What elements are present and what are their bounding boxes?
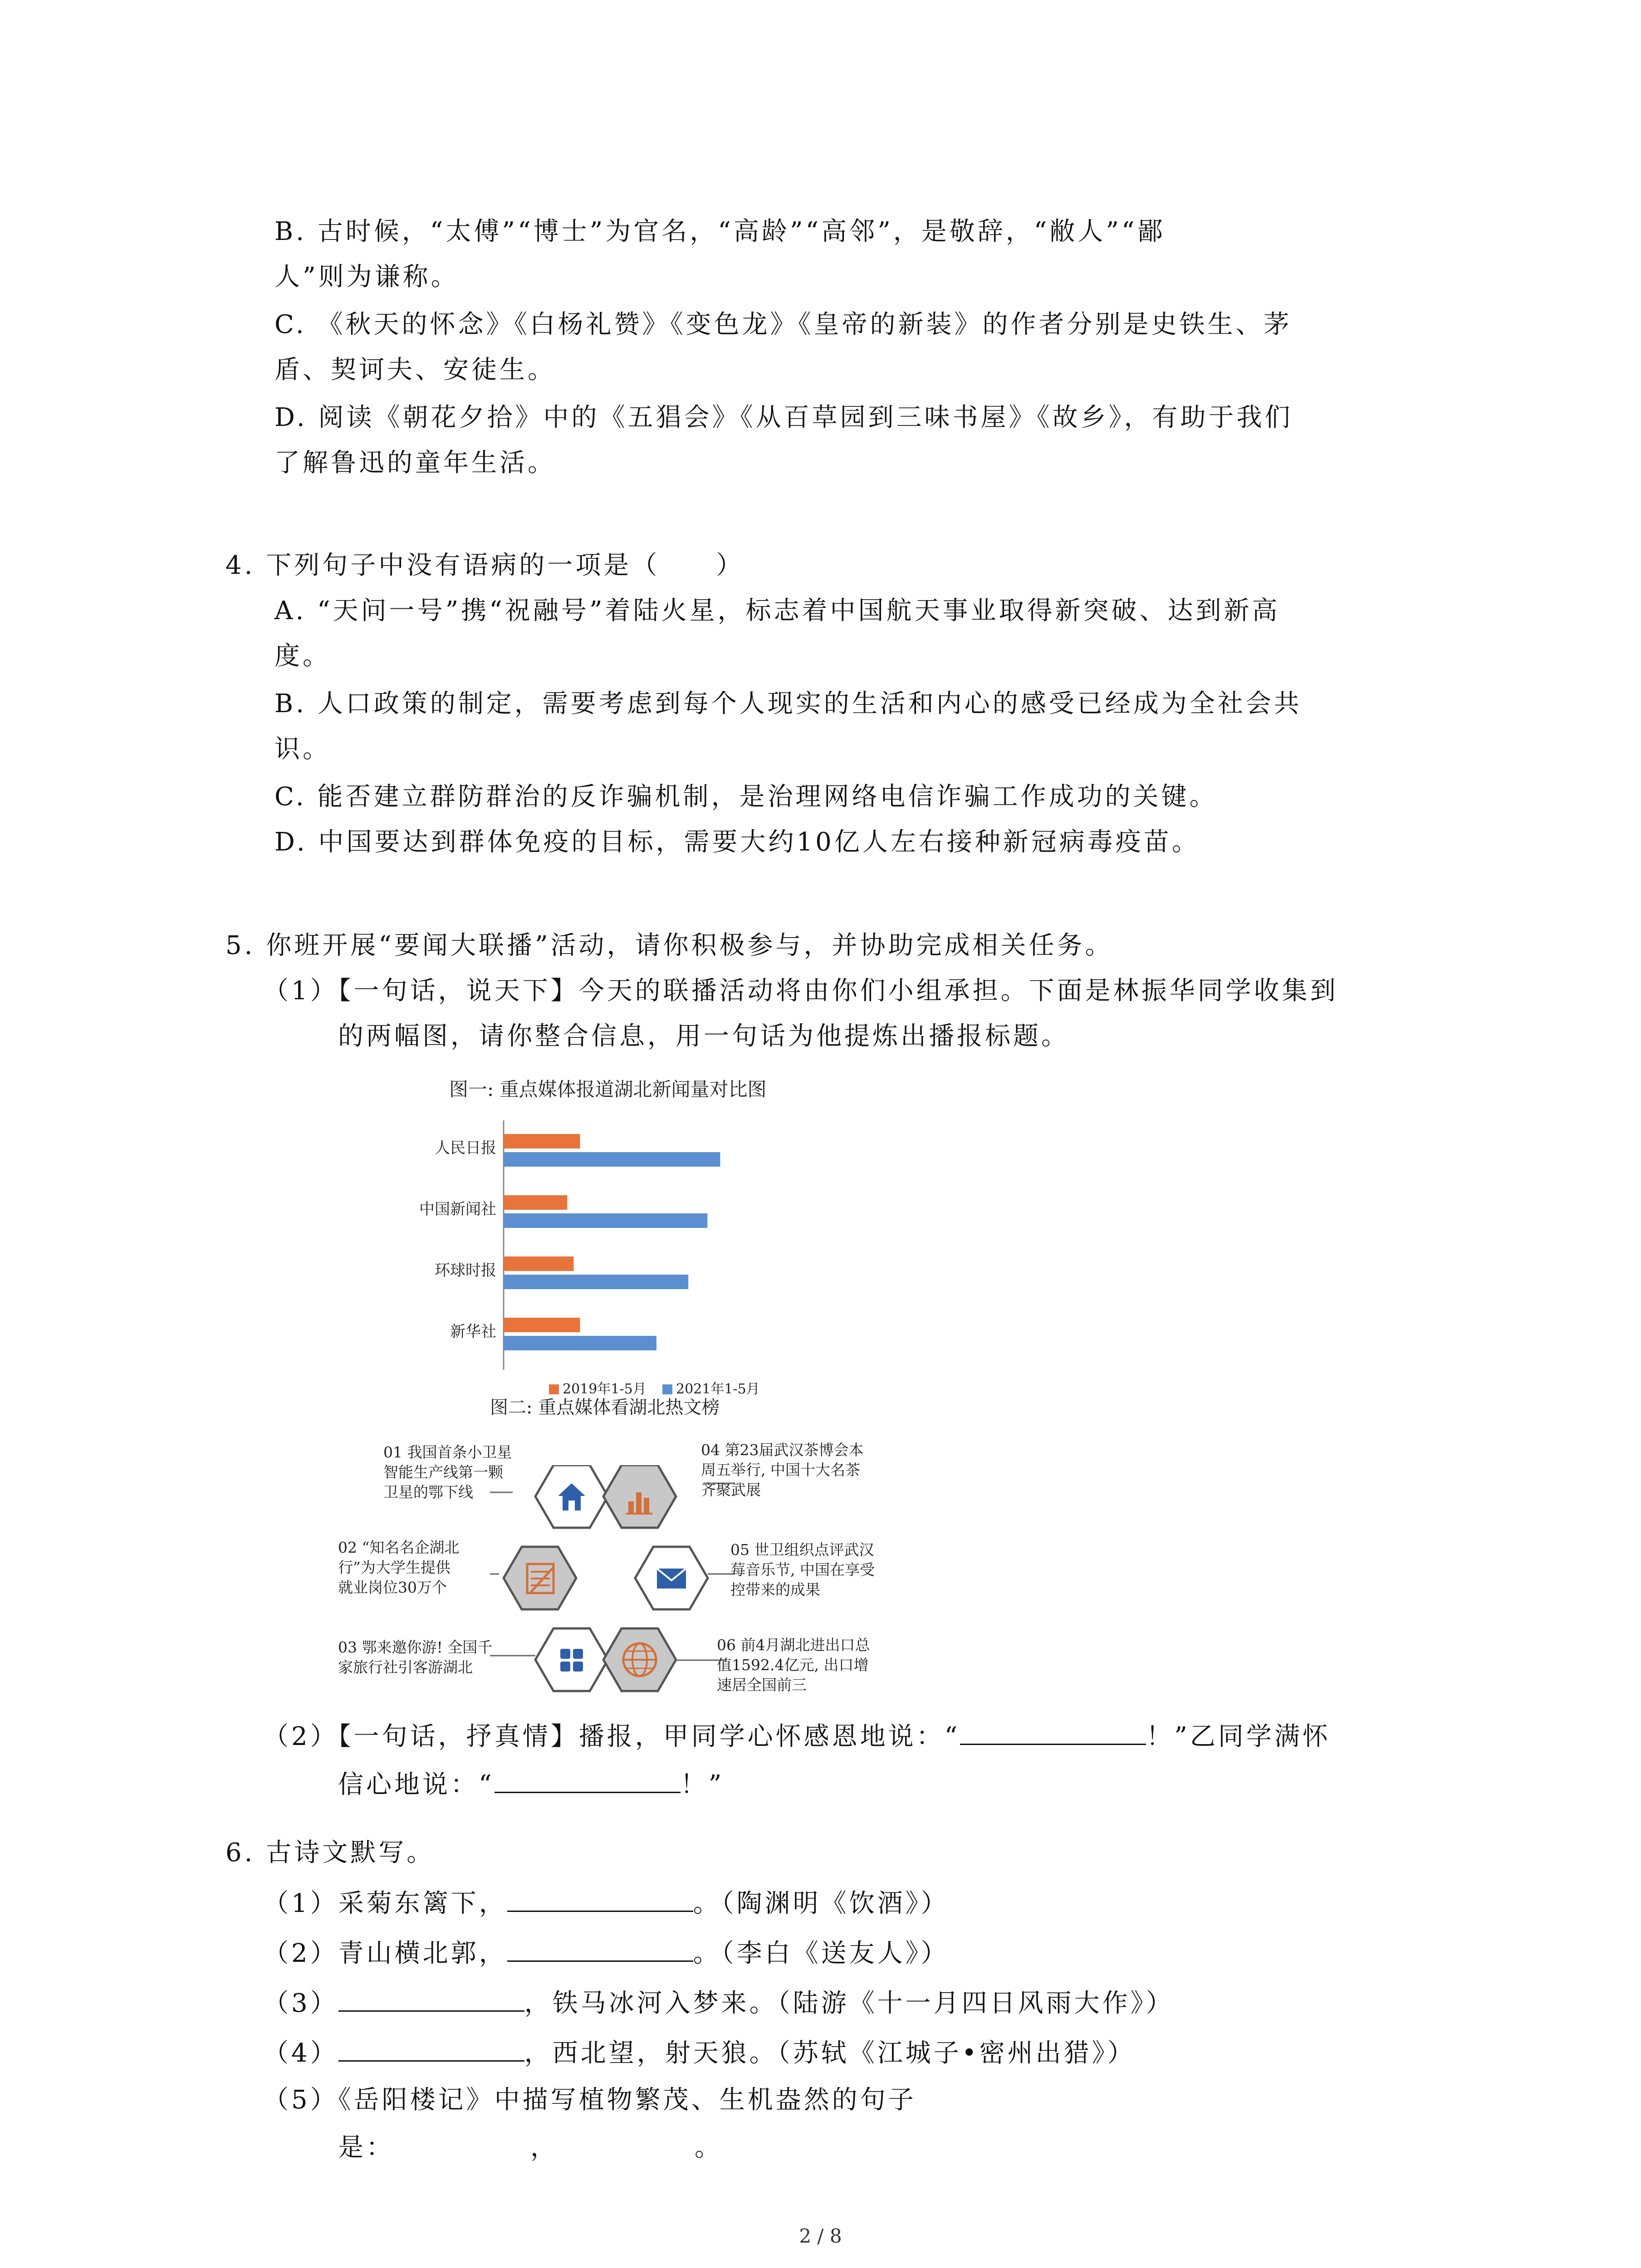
q5-part2-text-b: ！”乙同学满怀 [1146,1722,1331,1751]
q6-line2-source: 。（李白《送友人》） [693,1939,949,1968]
bar-2019 [504,1318,580,1332]
q3-option-d-line1: D. 阅读《朝花夕拾》中的《五猖会》《从百草园到三味书屋》《故乡》，有助于我们 [274,403,1293,432]
page-number: 2 / 8 [799,2225,842,2247]
q6-line6 [338,2132,723,2164]
hot-article-04: 04 第23届武汉茶博会本 周五举行, 中国十大名茶 齐聚武展 [701,1441,864,1499]
category-label: 环球时报 [435,1261,496,1280]
q6-blank-5[interactable] [394,2132,530,2156]
q6-line1-text: （1）采菊东篱下， [263,1889,507,1918]
q3-option-b-line2: 人”则为谦称。 [274,262,459,292]
legend-swatch [549,1384,559,1394]
q6-blank-4[interactable] [338,2037,524,2062]
q4-option-b-line2: 识。 [274,734,331,764]
bar-2021 [504,1336,656,1350]
q6-line6-period: 。 [695,2133,723,2162]
q6-line4 [263,2037,1136,2069]
q6-line1 [263,1887,949,1920]
bar-2019 [504,1134,580,1149]
q5-part2-line2 [338,1768,724,1801]
hot-article-05: 05 世卫组织点评武汉 莓音乐节, 中国在享受 控带来的成果 [730,1541,875,1598]
bar-2021 [504,1275,688,1289]
hex-item-05 [635,1547,708,1609]
q6-line3-num: （3） [263,1989,338,2018]
q6-blank-2[interactable] [507,1937,693,1962]
q5-part2-text-c: 信心地说：“ [338,1770,495,1799]
q5-answer-blank-2[interactable] [495,1768,681,1793]
q4-option-b-line1: B. 人口政策的制定，需要考虑到每个人现实的生活和内心的感受已经成为全社会共 [274,689,1302,719]
hex-item-06 [603,1628,676,1691]
hot-article-01: 01 我国首条小卫星 智能生产线第一颗 卫星的鄂下线 [383,1443,512,1501]
media-report-bar-chart [399,1075,853,1402]
q6-line6-label: 是： [338,2133,394,2162]
hot-article-02: 02 “知名名企湖北 行”为大学生提供 就业岗位30万个 [338,1539,460,1596]
legend-label: 2021年1-5月 [676,1381,760,1397]
q6-blank-3[interactable] [338,1987,524,2012]
q6-line1-source: 。（陶渊明《饮酒》） [693,1889,949,1918]
q6-line4-num: （4） [263,2038,338,2068]
category-label: 中国新闻社 [419,1200,496,1218]
q6-line2-text: （2）青山横北郭， [263,1939,507,1968]
q5-part1-line2: 的两幅图，请你整合信息，用一句话为他提炼出播报标题。 [338,1022,1069,1051]
q5-stem: 5. 你班开展“要闻大联播”活动，请你积极参与，并协助完成相关任务。 [225,931,1113,960]
q4-stem: 4. 下列句子中没有语病的一项是（ ） [225,551,745,580]
q6-blank-1[interactable] [507,1887,693,1912]
q5-part2-text-d: ！” [680,1770,725,1799]
bar-2021 [504,1152,720,1167]
hex-item-04 [603,1465,676,1528]
q4-option-a-line2: 度。 [274,641,331,671]
q6-line3-text: ，铁马冰河入梦来。（陆游《十一月四日风雨大作》） [524,1989,1174,2018]
q6-line2 [263,1937,949,1970]
bar-2019 [504,1256,573,1271]
q5-part2-text-a: （2）【一句话，抒真情】播报，甲同学心怀感恩地说：“ [263,1722,960,1751]
q4-option-c: C. 能否建立群防群治的反诈骗机制，是治理网络电信诈骗工作成功的关键。 [274,782,1218,811]
hot-article-06: 06 前4月湖北进出口总 值1592.4亿元, 出口增 速居全国前三 [717,1636,870,1694]
q4-option-a-line1: A. “天问一号”携“祝融号”着陆火星，标志着中国航天事业取得新突破、达到新高 [274,596,1280,626]
hot-article-03: 03 鄂来邀你游! 全国千 家旅行社引客游湖北 [338,1638,493,1676]
q3-option-c-line1: C. 《秋天的怀念》《白杨礼赞》《变色龙》《皇帝的新装》的作者分别是史铁生、茅 [274,310,1292,339]
q3-option-c-line2: 盾、契诃夫、安徒生。 [274,355,556,385]
q3-option-d-line2: 了解鲁迅的童年生活。 [274,448,556,478]
q6-line3 [263,1987,1174,2019]
q6-stem: 6. 古诗文默写。 [225,1838,435,1867]
q5-part1-line1: （1）【一句话，说天下】今天的联播活动将由你们小组承担。下面是林振华同学收集到 [263,976,1338,1006]
q3-option-b-line1: B. 古时候，“太傅”“博士”为官名，“高龄”“高邻”，是敬辞，“敝人”“鄙 [274,217,1166,246]
hex-item-02 [504,1547,576,1609]
q4-option-d: D. 中国要达到群体免疫的目标，需要大约10亿人左右接种新冠病毒疫苗。 [274,827,1200,857]
q6-line4-text: ，西北望，射天狼。（苏轼《江城子•密州出猎》） [524,2038,1136,2068]
chart-title: 图一: 重点媒体报道湖北新闻量对比图 [449,1078,767,1100]
mail-icon [657,1569,686,1589]
q5-part2-line1 [263,1720,1331,1753]
category-label: 人民日报 [435,1139,496,1157]
legend-label: 2019年1-5月 [563,1381,647,1397]
q6-line5: （5）《岳阳楼记》中描写植物繁茂、生机盎然的句子 [263,2085,916,2115]
q5-answer-blank-1[interactable] [960,1720,1146,1745]
hex-item-01 [535,1465,608,1528]
figure2-title: 图二: 重点媒体看湖北热文榜 [490,1397,720,1418]
bar-2019 [504,1195,567,1210]
legend-swatch [662,1384,672,1394]
category-label: 新华社 [450,1323,496,1341]
hex-item-03 [535,1628,608,1691]
q6-blank-6[interactable] [558,2132,695,2156]
q6-line6-comma: ， [530,2133,558,2162]
hot-articles-hex-graphic [490,1465,744,1701]
bar-2021 [504,1213,707,1228]
